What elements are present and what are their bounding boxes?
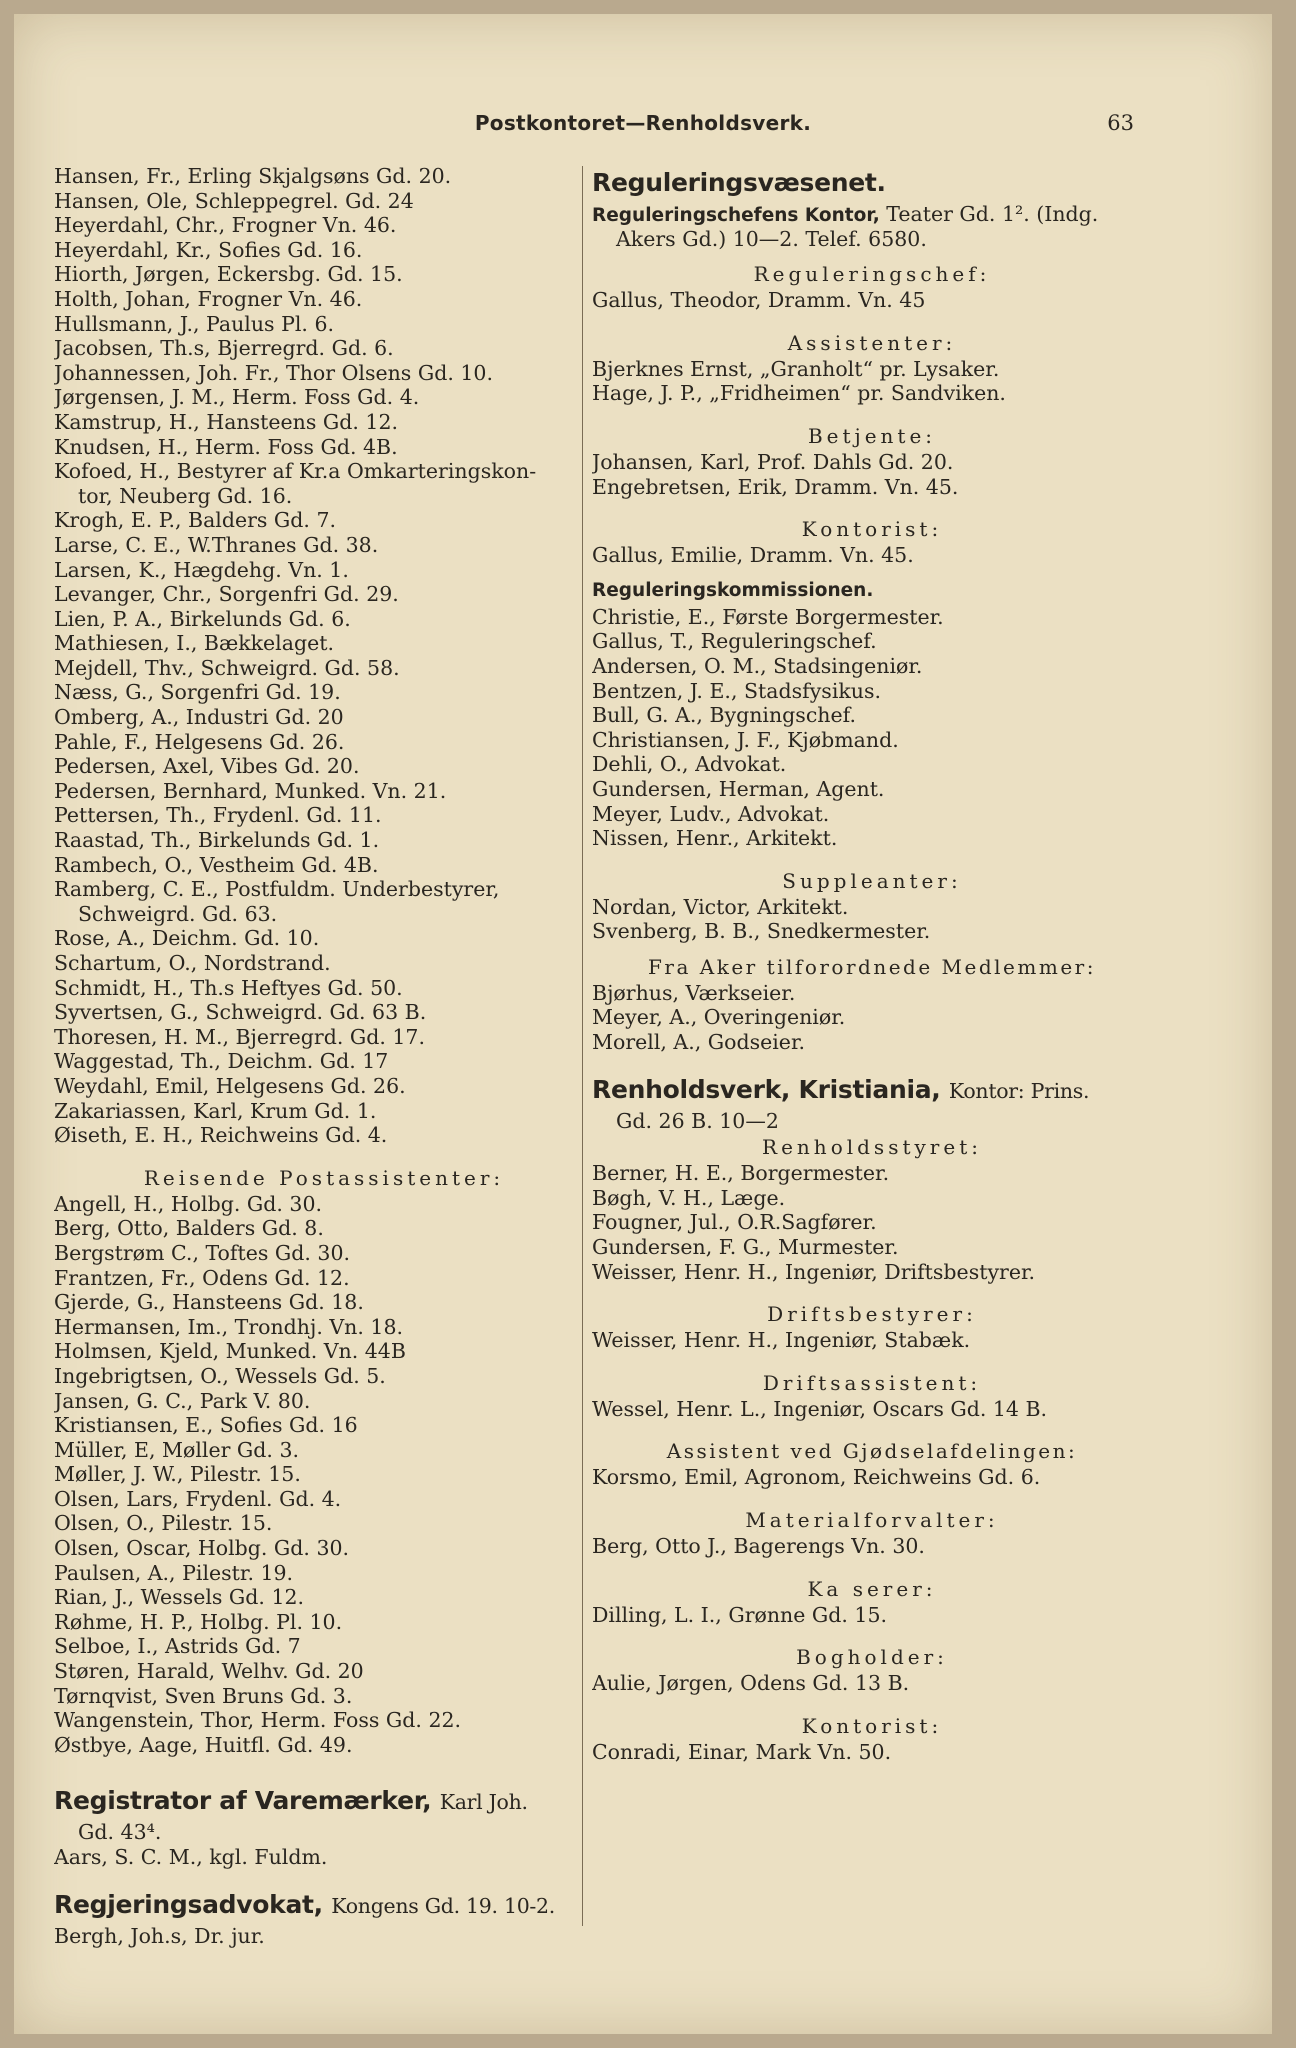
list-item: Møller, J. W., Pilestr. 15. [54, 1462, 301, 1487]
list-item: Christiansen, J. F., Kjøbmand. [592, 727, 899, 752]
kontorist2-heading: Kontorist: [801, 1713, 943, 1738]
list-item: Krogh, E. P., Balders Gd. 7. [54, 508, 337, 533]
list-item: Berg, Otto, Balders Gd. 8. [54, 1216, 324, 1241]
reguleringsvaesenet-title: Reguleringsvæsenet. [592, 168, 886, 197]
aker-list [592, 981, 1152, 1055]
driftsassistent-heading: Driftsassistent: [762, 1370, 982, 1395]
list-item: Gundersen, F. G., Murmester. [592, 1235, 899, 1260]
betjente-list [592, 450, 1152, 499]
list-item: Hullsmann, J., Paulus Pl. 6. [54, 311, 335, 336]
list-item: Aulie, Jørgen, Odens Gd. 13 B. [592, 1671, 910, 1696]
suppleanter-list [592, 895, 1152, 944]
list-item: Angell, H., Holbg. Gd. 30. [54, 1191, 323, 1216]
registrator-address-cont: Gd. 43⁴. [78, 1820, 162, 1845]
kasserer-list [592, 1603, 1152, 1628]
list-item: Rose, A., Deichm. Gd. 10. [54, 926, 320, 951]
registrator-address: Karl Joh. [439, 1790, 528, 1815]
driftsbestyrer-list [592, 1328, 1152, 1353]
chef-heading: Reguleringschef: [753, 262, 991, 287]
list-item: Meyer, A., Overingeniør. [592, 1005, 846, 1030]
list-item: Svenberg, B. B., Snedkermester. [592, 919, 931, 944]
list-item: Fougner, Jul., O.R.Sagfører. [592, 1210, 877, 1235]
list-item: Jacobsen, Th.s, Bjerregrd. Gd. 6. [54, 336, 394, 361]
material-heading: Materialforvalter: [745, 1508, 999, 1532]
list-item: Ramberg, C. E., Postfuldm. Underbestyrer, [54, 877, 500, 902]
list-item: Larsen, K., Hægdehg. Vn. 1. [54, 557, 349, 582]
regjering-heading [54, 1886, 594, 1924]
gjodsel-list [592, 1465, 1152, 1490]
list-item: tor, Neuberg Gd. 16. [78, 483, 293, 508]
right-column [592, 164, 1152, 1764]
list-item: Jørgensen, J. M., Herm. Foss Gd. 4. [54, 385, 420, 410]
renhold-title: Renholdsverk, Kristiania, [592, 1074, 941, 1104]
regjering-title: Regjeringsadvokat, [54, 1889, 323, 1919]
kontor-address: Teater Gd. 1². (Indg. [886, 202, 1099, 226]
list-item: Schmidt, H., Th.s Heftyes Gd. 50. [54, 975, 403, 1000]
list-item: Frantzen, Fr., Odens Gd. 12. [54, 1265, 350, 1290]
list-item: Olsen, Lars, Frydenl. Gd. 4. [54, 1486, 342, 1511]
list-item: Bull, G. A., Bygningschef. [592, 703, 857, 728]
kontorist-list [592, 543, 1152, 568]
renhold-heading [592, 1071, 1152, 1109]
kontorist-heading: Kontorist: [801, 517, 943, 542]
registrator-heading [54, 1782, 594, 1820]
bogholder-list [592, 1671, 1152, 1696]
list-item: Gallus, T., Reguleringschef. [592, 629, 877, 654]
list-item: Pedersen, Bernhard, Munked. Vn. 21. [54, 778, 447, 803]
list-item: Olsen, O., Pilestr. 15. [54, 1511, 273, 1536]
list-item: Raastad, Th., Birkelunds Gd. 1. [54, 828, 380, 853]
list-item: Hiorth, Jørgen, Eckersbg. Gd. 15. [54, 262, 403, 287]
list-item: Hansen, Ole, Schleppegrel. Gd. 24 [54, 188, 414, 213]
list-item: Bøgh, V. H., Læge. [592, 1185, 786, 1210]
list-item: Knudsen, H., Herm. Foss Gd. 4B. [54, 434, 398, 459]
directory-page [14, 14, 1272, 2034]
list-item: Holth, Johan, Frogner Vn. 46. [54, 286, 363, 311]
list-item: Korsmo, Emil, Agronom, Reichweins Gd. 6. [592, 1465, 1041, 1490]
list-item: Heyerdahl, Kr., Sofies Gd. 16. [54, 237, 363, 262]
list-item: Zakariassen, Karl, Krum Gd. 1. [54, 1098, 377, 1123]
list-item: Gundersen, Herman, Agent. [592, 776, 885, 801]
list-item: Dilling, L. I., Grønne Gd. 15. [592, 1602, 888, 1627]
list-item: Rambech, O., Vestheim Gd. 4B. [54, 852, 379, 877]
list-item: Gallus, Theodor, Dramm. Vn. 45 [592, 288, 926, 313]
list-item: Berg, Otto J., Bagerengs Vn. 30. [592, 1534, 925, 1558]
list-item: Johansen, Karl, Prof. Dahls Gd. 20. [592, 449, 954, 474]
list-item: Conradi, Einar, Mark Vn. 50. [592, 1739, 892, 1764]
driftsbestyrer-heading: Driftsbestyrer: [767, 1302, 977, 1327]
list-item: Heyerdahl, Chr., Frogner Vn. 46. [54, 213, 397, 238]
aker-heading: Fra Aker tilforordnede Medlemmer: [648, 954, 1096, 979]
list-item: Gallus, Emilie, Dramm. Vn. 45. [592, 543, 914, 568]
list-item: Andersen, O. M., Stadsingeniør. [592, 653, 923, 678]
page-number: 63 [1107, 111, 1134, 135]
list-item: Pahle, F., Helgesens Gd. 26. [54, 729, 345, 754]
list-item: Bjørhus, Værkseier. [592, 980, 796, 1005]
assistenter-heading: Assistenter: [787, 330, 957, 355]
kommission-title: Reguleringskommissionen. [592, 579, 874, 601]
material-list [592, 1534, 1152, 1559]
list-item: Waggestad, Th., Deichm. Gd. 17 [54, 1049, 389, 1074]
regjering-person: Bergh, Joh.s, Dr. jur. [54, 1923, 265, 1948]
styret-heading: Renholdsstyret: [762, 1135, 982, 1160]
gjodsel-heading: Assistent ved Gjødselafdelingen: [666, 1439, 1078, 1464]
list-item: Røhme, H. P., Holbg. Pl. 10. [54, 1609, 343, 1634]
list-item: Dehli, O., Advokat. [592, 752, 787, 777]
list-item: Mathiesen, I., Bækkelaget. [54, 631, 334, 656]
assistenter-list [592, 357, 1152, 406]
list-item: Schartum, O., Nordstrand. [54, 951, 331, 975]
registrator-person: Aars, S. C. M., kgl. Fuldm. [54, 1845, 328, 1869]
kasserer-heading: Ka serer: [807, 1576, 937, 1601]
driftsassistent-list [592, 1397, 1152, 1422]
list-item: Larse, C. E., W.Thranes Gd. 38. [54, 532, 379, 557]
list-item: Christie, E., Første Borgermester. [592, 604, 944, 629]
list-item: Bjerknes Ernst, „Granholt“ pr. Lysaker. [592, 356, 1000, 381]
list-item: Paulsen, A., Pilestr. 19. [54, 1560, 294, 1585]
list-item: Øiseth, E. H., Reichweins Gd. 4. [54, 1123, 388, 1148]
list-item: Kofoed, H., Bestyrer af Kr.a Omkarteringskon- [54, 459, 537, 484]
list-item: Østbye, Aage, Huitfl. Gd. 49. [54, 1732, 353, 1757]
list-item: Bergstrøm C., Toftes Gd. 30. [54, 1240, 351, 1265]
list-item: Gjerde, G., Hansteens Gd. 18. [54, 1290, 364, 1315]
list-item: Weisser, Henr. H., Ingeniør, Driftsbestyrer. [592, 1259, 1036, 1284]
kontorist2-list [592, 1740, 1152, 1765]
list-item: Schweigrd. Gd. 63. [78, 901, 278, 926]
list-item: Weisser, Henr. H., Ingeniør, Stabæk. [592, 1328, 971, 1353]
suppleanter-heading: Suppleanter: [782, 868, 962, 893]
list-item: Tørnqvist, Sven Bruns Gd. 3. [54, 1683, 353, 1708]
renhold-address: Kontor: Prins. [948, 1078, 1090, 1103]
list-item: Thoresen, H. M., Bjerregrd. Gd. 17. [54, 1024, 425, 1049]
running-head: Postkontoret—Renholdsverk. [474, 111, 812, 135]
page-header [14, 111, 1272, 147]
list-item: Holmsen, Kjeld, Munked. Vn. 44B [54, 1339, 406, 1364]
reisende-heading: Reisende Postassistenter: [143, 1165, 505, 1190]
bogholder-heading: Bogholder: [796, 1645, 948, 1670]
list-item: Johannessen, Joh. Fr., Thor Olsens Gd. 10. [54, 360, 493, 385]
renhold-address-cont: Gd. 26 B. 10—2 [616, 1108, 779, 1133]
list-item: Syvertsen, G., Schweigrd. Gd. 63 B. [54, 1000, 427, 1025]
list-item: Wangenstein, Thor, Herm. Foss Gd. 22. [54, 1708, 462, 1733]
kontor-address-cont: Akers Gd.) 10—2. Telef. 6580. [616, 226, 927, 251]
list-item: Müller, E, Møller Gd. 3. [54, 1437, 299, 1462]
registrator-title: Registrator af Varemærker, [54, 1786, 432, 1816]
list-item: Hage, J. P., „Fridheimen“ pr. Sandviken. [592, 381, 1006, 406]
list-item: Nissen, Henr., Arkitekt. [592, 826, 838, 851]
left-column [54, 164, 594, 1948]
kontor-line [592, 202, 1152, 227]
list-item: Støren, Harald, Welhv. Gd. 20 [54, 1659, 364, 1684]
regjering-address: Kongens Gd. 19. 10-2. [331, 1893, 556, 1918]
list-item: Hansen, Fr., Erling Skjalgsøns Gd. 20. [54, 164, 452, 188]
list-item: Wessel, Henr. L., Ingeniør, Oscars Gd. 14 B. [592, 1396, 1048, 1421]
postkontoret-list [54, 164, 594, 1148]
list-item: Ingebrigtsen, O., Wessels Gd. 5. [54, 1363, 386, 1388]
list-item: Olsen, Oscar, Holbg. Gd. 30. [54, 1536, 350, 1561]
list-item: Omberg, A., Industri Gd. 20 [54, 705, 344, 730]
list-item: Næss, G., Sorgenfri Gd. 19. [54, 680, 341, 705]
betjente-heading: Betjente: [807, 423, 937, 448]
reisende-list [54, 1192, 594, 1758]
list-item: Mejdell, Thv., Schweigrd. Gd. 58. [54, 655, 400, 680]
list-item: Weydahl, Emil, Helgesens Gd. 26. [54, 1073, 406, 1098]
list-item: Morell, A., Godseier. [592, 1030, 806, 1055]
list-item: Kristiansen, E., Sofies Gd. 16 [54, 1413, 358, 1438]
list-item: Selboe, I., Astrids Gd. 7 [54, 1634, 301, 1659]
list-item: Hermansen, Im., Trondhj. Vn. 18. [54, 1314, 404, 1339]
list-item: Lien, P. A., Birkelunds Gd. 6. [54, 606, 351, 631]
list-item: Pettersen, Th., Frydenl. Gd. 11. [54, 803, 382, 828]
list-item: Bentzen, J. E., Stadsfysikus. [592, 678, 882, 703]
list-item: Engebretsen, Erik, Dramm. Vn. 45. [592, 474, 959, 499]
list-item: Pedersen, Axel, Vibes Gd. 20. [54, 754, 360, 779]
list-item: Rian, J., Wessels Gd. 12. [54, 1585, 305, 1610]
chef-list [592, 288, 1152, 313]
list-item: Nordan, Victor, Arkitekt. [592, 894, 849, 919]
list-item: Jansen, G. C., Park V. 80. [54, 1388, 311, 1413]
styret-list [592, 1161, 1152, 1284]
kommission-list [592, 605, 1152, 851]
list-item: Meyer, Ludv., Advokat. [592, 801, 830, 826]
kontor-lead: Reguleringschefens Kontor, [592, 205, 880, 226]
list-item: Levanger, Chr., Sorgenfri Gd. 29. [54, 582, 399, 607]
list-item: Kamstrup, H., Hansteens Gd. 12. [54, 409, 399, 434]
list-item: Berner, H. E., Borgermester. [592, 1161, 890, 1186]
